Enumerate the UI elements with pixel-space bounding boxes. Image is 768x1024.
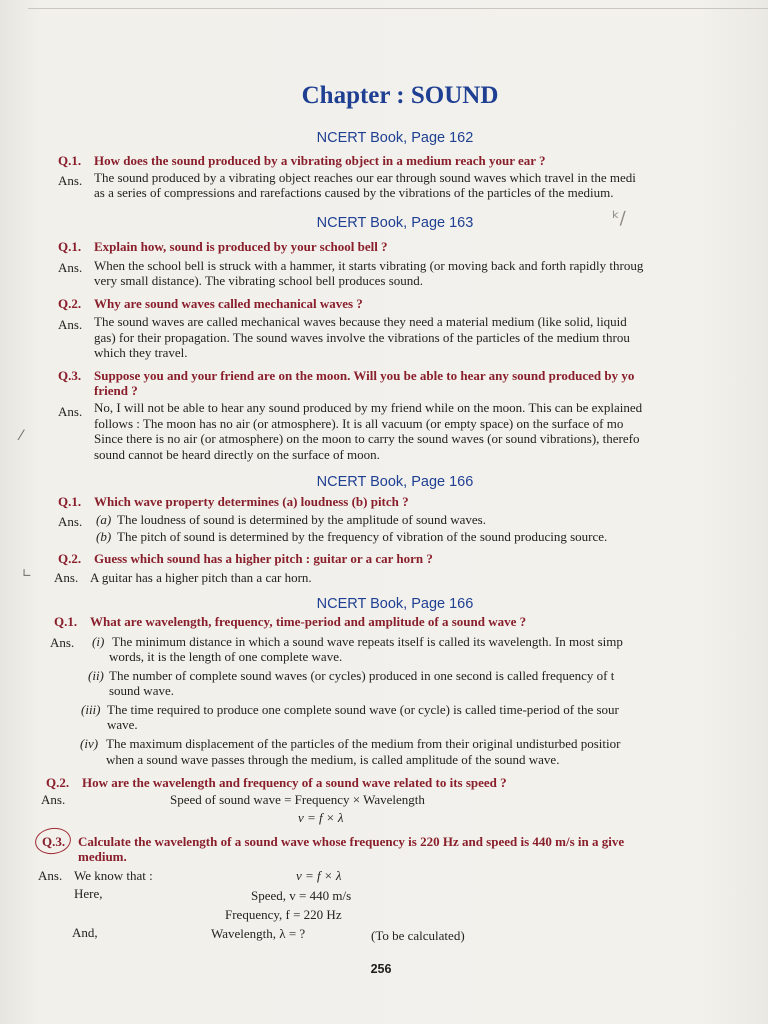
section-heading: NCERT Book, Page 163: [316, 215, 474, 231]
page-number: 256: [370, 962, 392, 976]
answer-line: The pitch of sound is determined by the frequency of vibration of the sound producing source.: [117, 529, 608, 544]
chapter-title: Chapter : SOUND: [301, 82, 499, 109]
answer-line: A guitar has a higher pitch than a car horn.: [90, 570, 312, 585]
answer-line: And,: [72, 925, 98, 940]
pencil-tick: ⁄: [20, 428, 23, 444]
question: Q.1. Which wave property determines (a) loudness (b) pitch ?: [58, 494, 409, 509]
answer-line: words, it is the length of one complete wave.: [109, 649, 343, 664]
answer-line: The minimum distance in which a sound wave repeats itself is called its wavelength. In most simp: [112, 634, 623, 649]
answer-line: Here,: [74, 886, 103, 901]
formula-line: v = f × λ: [296, 868, 342, 883]
formula-line: v = f × λ: [298, 810, 344, 825]
answer-line: wave.: [107, 717, 138, 732]
pencil-tick: ∟: [22, 566, 33, 580]
answer-line: We know that :: [74, 868, 153, 883]
answer-line: The number of complete sound waves (or cycles) produced in one second is called frequency of t: [109, 668, 615, 683]
part-tag: (a): [96, 512, 112, 527]
ans-label: Ans.: [58, 260, 83, 275]
top-rule: [28, 8, 768, 9]
answer-line: The sound waves are called mechanical waves because they need a material medium (like solid, liquid: [94, 314, 627, 329]
answer-line: sound wave.: [109, 683, 174, 698]
formula-note: (To be calculated): [371, 928, 465, 943]
answer-line: which they travel.: [94, 345, 188, 360]
ans-label: Ans.: [58, 317, 83, 332]
answer-line: The maximum displacement of the particles of the medium from their original undisturbed positior: [106, 736, 621, 751]
formula-line: Speed, v = 440 m/s: [251, 888, 352, 903]
answer-line: No, I will not be able to hear any sound produced by my friend while on the moon. This can be explained: [94, 400, 643, 415]
formula-line: Speed of sound wave = Frequency × Wavelength: [170, 792, 425, 807]
question: Q.1. How does the sound produced by a vibrating object in a medium reach your ear ?: [58, 153, 546, 168]
answer-line: follows : The moon has no air (or atmosphere). It is all vacuum (or empty space) on the surface of mo: [94, 416, 624, 431]
answer-line: The loudness of sound is determined by the amplitude of sound waves.: [117, 512, 486, 527]
answer-line: Since there is no air (or atmosphere) on the moon to carry the sound waves (or sound vibrations), therefo: [94, 431, 640, 446]
ans-label: Ans.: [50, 635, 75, 650]
answer-line: very small distance). The vibrating school bell produces sound.: [94, 273, 424, 288]
ans-label: Ans.: [58, 404, 83, 419]
question: Q.2. Why are sound waves called mechanical waves ?: [58, 296, 363, 311]
answer-line: when a sound wave passes through the medium, is called amplitude of the sound wave.: [106, 752, 560, 767]
part-tag: (ii): [88, 668, 104, 683]
formula-line: Wavelength, λ = ?: [211, 926, 306, 941]
part-tag: (iii): [81, 702, 101, 717]
ans-label: Ans.: [38, 868, 63, 883]
answer-line: The time required to produce one complete sound wave (or cycle) is called time-period of the sour: [107, 702, 619, 717]
question-cont: friend ?: [94, 383, 138, 398]
question: Q.2. How are the wavelength and frequency of a sound wave related to its speed ?: [46, 775, 507, 790]
question: Q.3. Calculate the wavelength of a sound wave whose frequency is 220 Hz and speed is 440 m/s in a give: [42, 834, 625, 849]
answer-line: When the school bell is struck with a hammer, it starts vibrating (or moving back and forth rapidly throug: [94, 258, 644, 273]
part-tag: (b): [96, 529, 112, 544]
answer-line: sound cannot be heard directly on the surface of moon.: [94, 447, 380, 462]
section-heading: NCERT Book, Page 162: [316, 130, 474, 146]
section-heading: NCERT Book, Page 166: [316, 474, 474, 490]
answer-line: gas) for their propagation. The sound waves involve the vibrations of the particles of the medium throu: [94, 330, 630, 345]
section-heading: NCERT Book, Page 166: [316, 596, 474, 612]
question: Q.3. Suppose you and your friend are on the moon. Will you be able to hear any sound produced by yo: [58, 368, 635, 383]
formula-line: Frequency, f = 220 Hz: [225, 907, 342, 922]
ans-label: Ans.: [41, 792, 66, 807]
answer-line: as a series of compressions and rarefactions caused by the vibrations of the particles of the medium.: [94, 185, 614, 200]
pencil-scribble: ᵏ∕: [612, 208, 626, 229]
ans-label: Ans.: [58, 173, 83, 188]
question: Q.1. What are wavelength, frequency, time-period and amplitude of a sound wave ?: [54, 614, 527, 629]
part-tag: (iv): [80, 736, 99, 751]
question: Q.2. Guess which sound has a higher pitch : guitar or a car horn ?: [58, 551, 433, 566]
question: Q.1. Explain how, sound is produced by your school bell ?: [58, 239, 388, 254]
question-cont: medium.: [78, 849, 127, 864]
ans-label: Ans.: [54, 570, 79, 585]
ans-label: Ans.: [58, 514, 83, 529]
answer-line: The sound produced by a vibrating object reaches our ear through sound waves which travel in the medi: [94, 170, 636, 185]
part-tag: (i): [92, 634, 105, 649]
